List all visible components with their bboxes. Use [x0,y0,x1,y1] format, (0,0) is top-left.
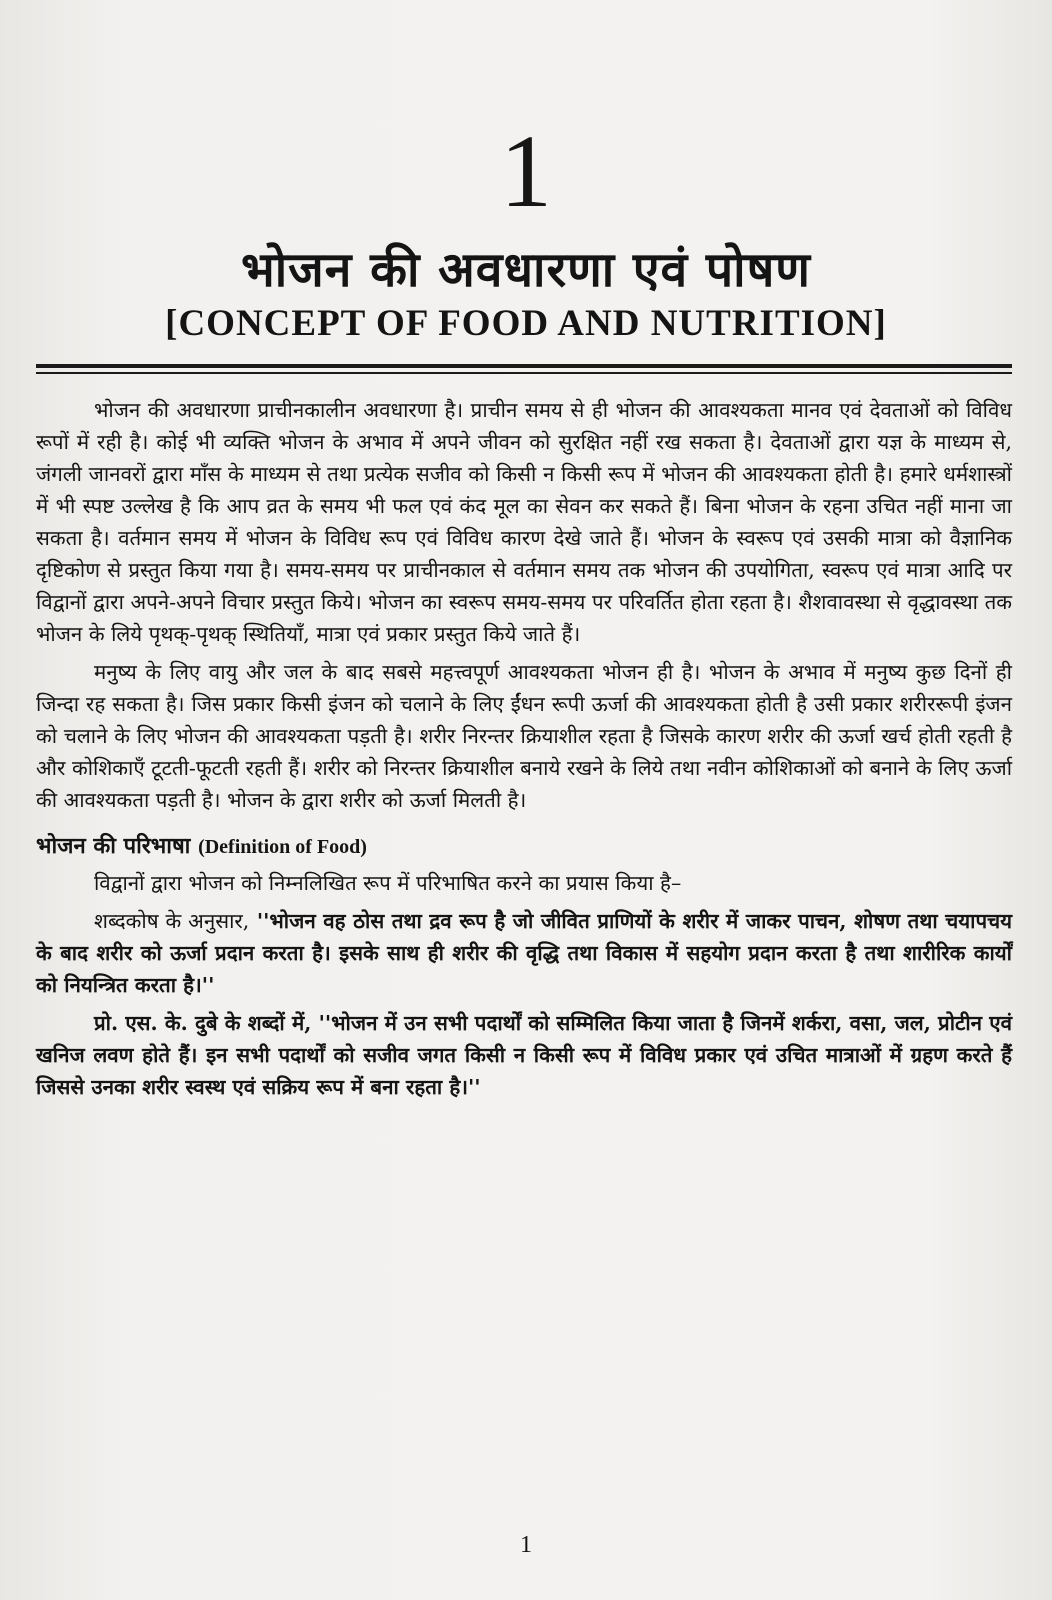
body-text [36,394,1012,1103]
section-heading-english: (Definition of Food) [198,836,367,858]
definition-dubey-text: ''भोजन में उन सभी पदार्थों को सम्मिलित किया जाता है जिनमें शर्करा, वसा, जल, प्रोटीन एवं खनिज लवण होते हैं। इन सभी पदार्थों को सजीव जगत किसी न किसी रूप में विविध प्रकार एवं उचित मात्राओं में ग्रहण करते हैं जिससे उनका शरीर स्वस्थ एवं सक्रिय रूप में बना रहता है।'' [36,1011,1013,1099]
definition-dubey-lead: प्रो. एस. के. दुबे के शब्दों में, [94,1011,312,1035]
definition-dictionary-lead: शब्दकोष के अनुसार, [94,909,250,933]
chapter-title-hindi: भोजन की अवधारणा एवं पोषण [240,242,812,298]
divider-thin-line [36,372,1012,374]
divider-thick-line [36,364,1012,368]
section-heading [36,830,1012,863]
definition-dictionary [36,905,1012,1001]
section-heading-hindi: भोजन की परिभाषा [36,833,191,859]
paragraph-concept: भोजन की अवधारणा प्राचीनकालीन अवधारणा है। प्राचीन समय से ही भोजन की आवश्यकता मानव एवं देवताओं को विविध रूपों में रही है। कोई भी व्यक्ति भोजन के अभाव में अपने जीवन को सुरक्षित नहीं रख सकता है। देवताओं द्वारा यज्ञ के माध्यम से, जंगली जानवरों द्वारा माँस के माध्यम से तथा प्रत्येक सजीव को किसी न किसी रूप में भोजन की आवश्यकता होती है। हमारे धर्मशास्त्रों में भी स्पष्ट उल्लेख है कि आप व्रत के समय भी फल एवं कंद मूल का सेवन कर सकते हैं। बिना भोजन के रहना उचित नहीं माना जा सकता है। वर्तमान समय में भोजन के विविध रूप एवं विविध कारण देखे जाते हैं। भोजन के स्वरूप एवं उसकी मात्रा को वैज्ञानिक दृष्टिकोण से प्रस्तुत किया गया है। समय-समय पर प्राचीनकाल से वर्तमान समय तक भोजन की उपयोगिता, स्वरूप एवं मात्रा आदि पर विद्वानों द्वारा अपने-अपने विचार प्रस्तुत किये। भोजन का स्वरूप समय-समय पर परिवर्तित होता रहता है। शैशवावस्था से वृद्धावस्था तक भोजन के लिये पृथक्-पृथक् स्थितियाँ, मात्रा एवं प्रकार प्रस्तुत किये जाते हैं। [36,398,1012,646]
chapter-number: 1 [500,114,552,229]
title-divider [36,364,1012,374]
definition-dictionary-text: ''भोजन वह ठोस तथा द्रव रूप है जो जीवित प्राणियों के शरीर में जाकर पाचन, शोषण तथा चयापचय के बाद शरीर को ऊर्जा प्रदान करता है। इसके साथ ही शरीर की वृद्धि तथा विकास में सहयोग प्रदान करता है तथा शारीरिक कार्यों को नियन्त्रित करता है।'' [36,909,1012,997]
page-number: 1 [520,1532,532,1558]
paragraph-need: मनुष्य के लिए वायु और जल के बाद सबसे महत्त्वपूर्ण आवश्यकता भोजन ही है। भोजन के अभाव में मनुष्य कुछ दिनों ही जिन्दा रह सकता है। जिस प्रकार किसी इंजन को चलाने के लिए ईंधन रूपी ऊर्जा की आवश्यकता होती है उसी प्रकार शरीररूपी इंजन को चलाने के लिए भोजन की आवश्यकता पड़ती है। शरीर निरन्तर क्रियाशील रहता है जिसके कारण शरीर की ऊर्जा खर्च होती रहती है और कोशिकाएँ टूटती-फूटती रहती हैं। शरीर को निरन्तर क्रियाशील बनाये रखने के लिये तथा नवीन कोशिकाओं को बनाने के लिए ऊर्जा की आवश्यकता पड़ती है। भोजन के द्वारा शरीर को ऊर्जा मिलती है। [36,660,1012,812]
definition-dubey [36,1007,1012,1103]
definition-intro: विद्वानों द्वारा भोजन को निम्नलिखित रूप में परिभाषित करने का प्रयास किया है– [94,871,682,895]
chapter-title-english: [CONCEPT OF FOOD AND NUTRITION] [165,303,887,344]
